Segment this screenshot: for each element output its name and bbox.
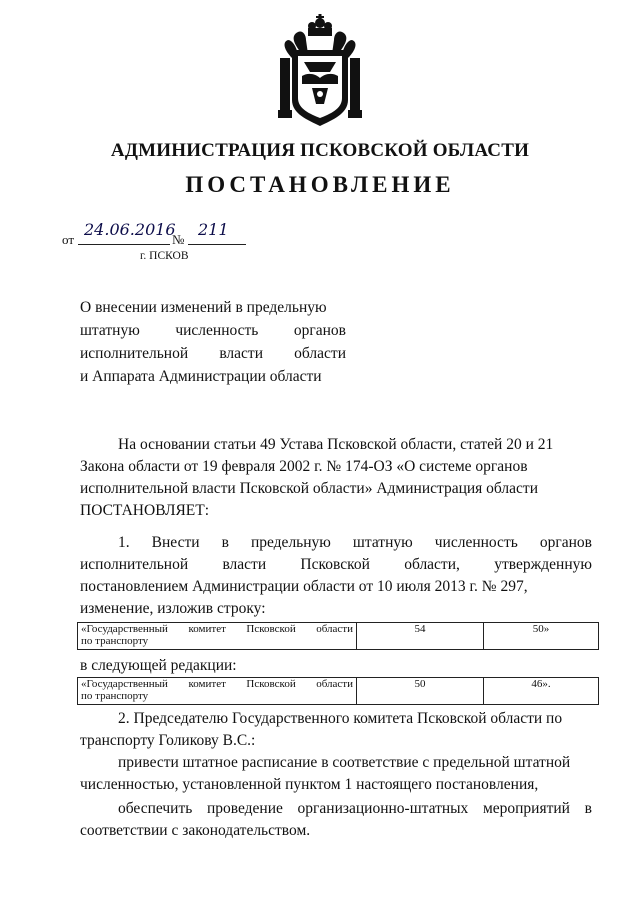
item-2b-paragraph (80, 798, 592, 842)
old-row-table (77, 622, 599, 650)
text-line (80, 532, 592, 554)
subject-line: и Аппарата Администрации области (80, 368, 322, 385)
item-2a-paragraph (80, 752, 592, 796)
word: штатную (352, 534, 413, 551)
word: власти (222, 556, 267, 573)
word: утвержденную (494, 556, 592, 573)
text-line: соответствии с законодательством. (80, 822, 311, 839)
table-cell-value: 54 (357, 623, 484, 650)
number-prefix: № (172, 232, 185, 247)
date-number-line (62, 222, 262, 246)
preamble-paragraph (80, 434, 592, 522)
subject-word: численность (175, 322, 259, 339)
city-label: г. ПСКОВ (140, 250, 189, 262)
table-cell-value: 50» (484, 623, 599, 650)
word: 1. (118, 534, 130, 551)
item-2-paragraph (80, 708, 592, 752)
subject-line: О внесении изменений в предельную (80, 299, 327, 316)
word: в (221, 534, 229, 551)
subject-word: области (294, 345, 346, 362)
word: численность (434, 534, 518, 551)
word: «Государственный (81, 623, 168, 635)
word: Внести (151, 534, 200, 551)
word: Псковской (246, 678, 296, 690)
table-row (78, 623, 599, 650)
date-underline (78, 244, 170, 245)
table-cell-name (78, 678, 357, 705)
word: области, (404, 556, 460, 573)
word: «Государственный (81, 678, 168, 690)
word: комитет (188, 623, 226, 635)
word: органов (539, 534, 592, 551)
text-line: изменение, изложив строку: (80, 600, 266, 617)
subject-word: власти (219, 345, 263, 362)
cell-line: по транспорту (81, 635, 149, 647)
cell-line: по транспорту (81, 690, 149, 702)
word: в (584, 800, 592, 817)
text-line: постановлением Администрации области от 10 июля 2013 г. № 297, (80, 578, 528, 595)
word: области (316, 623, 353, 635)
text-line (80, 554, 592, 576)
table-cell-name (78, 623, 357, 650)
date-prefix: от (62, 232, 75, 247)
word: области (316, 678, 353, 690)
text-line: численностью, установленной пунктом 1 настоящего постановления, (80, 776, 539, 793)
cell-line (81, 623, 353, 635)
subject-line (80, 342, 346, 365)
subject-word: исполнительной (80, 345, 189, 362)
text-line: исполнительной власти Псковской области» Администрация области (80, 480, 538, 497)
word: Псковской (300, 556, 370, 573)
text-line: ПОСТАНОВЛЯЕТ: (80, 502, 210, 519)
number-underline (188, 244, 246, 245)
table-row (78, 678, 599, 705)
word: проведение (206, 800, 283, 817)
subject-word: штатную (80, 322, 140, 339)
new-row-table (77, 677, 599, 705)
word: организационно-штатных (297, 800, 469, 817)
subject-line (80, 319, 346, 342)
number-value: 211 (198, 220, 229, 239)
text-line: привести штатное расписание в соответствие с предельной штатной (118, 754, 571, 771)
word: мероприятий (482, 800, 570, 817)
word: исполнительной (80, 556, 189, 573)
cell-line (81, 678, 353, 690)
new-edition-label: в следующей редакции: (80, 657, 237, 674)
text-line: Закона области от 19 февраля 2002 г. № 174-ОЗ «О системе органов (80, 458, 528, 475)
text-line: На основании статьи 49 Устава Псковской области, статей 20 и 21 (118, 436, 554, 453)
subject-block (80, 296, 346, 388)
item-1-paragraph (80, 532, 592, 620)
organization-title: АДМИНИСТРАЦИЯ ПСКОВСКОЙ ОБЛАСТИ (110, 140, 530, 161)
text-line: 2. Председателю Государственного комитета Псковской области по (118, 710, 563, 727)
word: предельную (250, 534, 331, 551)
word: комитет (188, 678, 226, 690)
word: обеспечить (118, 800, 193, 817)
subject-word: органов (293, 322, 346, 339)
text-line: транспорту Голикову В.С.: (80, 732, 256, 749)
date-value: 24.06.2016 (84, 220, 176, 239)
text-line (80, 798, 592, 820)
word: Псковской (246, 623, 296, 635)
table-cell-value: 50 (357, 678, 484, 705)
pskov-coat-of-arms-icon (272, 14, 368, 126)
table-cell-value: 46». (484, 678, 599, 705)
document-type-title: ПОСТАНОВЛЕНИЕ (185, 172, 455, 197)
